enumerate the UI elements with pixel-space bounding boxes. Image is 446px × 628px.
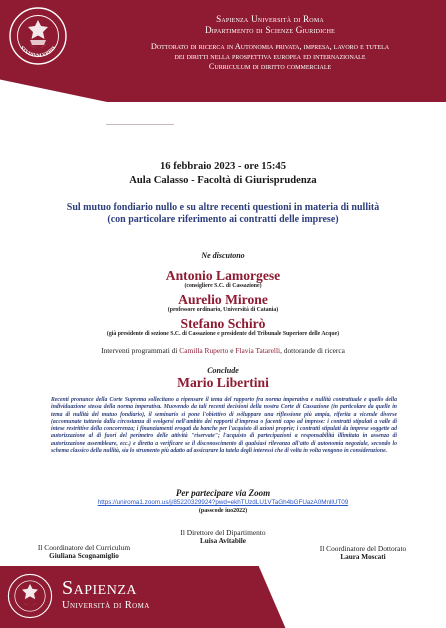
speaker-role: (consigliere S.C. di Cassazione) — [184, 283, 262, 289]
doctorate-coordinator-signature — [288, 544, 438, 562]
interventions-suffix: , dottorande di ricerca — [280, 346, 345, 355]
curriculum-coordinator-role: Il Coordinatore del Curriculum — [37, 543, 131, 552]
zoom-heading: Per partecipare via Zoom — [175, 488, 271, 498]
zoom-link[interactable]: https://uniroma1.zoom.us/j/85220329924?pwd=ekhTUzdLU1VTaGh4bGFUazA0MnllUT09 — [97, 499, 349, 506]
sapienza-logo-icon — [6, 572, 54, 620]
interventions-and: e — [230, 346, 234, 355]
speaker-name: Aurelio Mirone — [178, 292, 268, 307]
curriculum-coordinator-signature — [14, 543, 154, 561]
brand-subtitle: Università di Roma — [62, 600, 150, 611]
director-role: Il Direttore del Dipartimento — [180, 528, 266, 537]
event-venue: Aula Calasso - Facoltà di Giurisprudenza — [129, 175, 317, 186]
speaker-name: Antonio Lamorgese — [165, 268, 281, 283]
director-signature — [163, 528, 283, 546]
interventions-prefix: Interventi programmati di — [101, 346, 178, 355]
abstract-paragraph: Recenti pronunce della Corte Suprema sollecitano a ripensare il tema del rapporto fra norma imperativa e nullità contrattuale e quello della individuazione stessa della norma imperativa. Muovendo da tali recenti decisioni della nostra Corte di Cassazione (in particolare da quelle in tema di nullità del mutuo fondiario), il seminario si pone l'obiettivo di sviluppare una riflessione più ampia, riferita a vicende diverse (accomunate tuttavia dalla circostanza di svolgersi nell'ambito dei rapporti d'impresa o facenti capo ad imprese: i contratti stipulati a valle di intese restrittive della concorrenza; i finanziamenti erogati da banche per l'acquisto di azioni proprie; i contratti stipulati da imprese soggette ad autorizzazione al di fuori del perimetro delle attività "riservate"; l'acquisto di partecipazioni a responsabilità illimitata in assenza di autorizzazione assembleare, ecc.) e diretta a verificare se il disconoscimento di qualsiasi rilevanza all'atto di autonomia negoziale, secondo lo schema classico della nullità, sia lo strumento più adatto ad assicurare la tutela degli interessi che di volta in volta vengono in considerazione. — [51, 397, 397, 455]
curriculum-line: Curriculum di diritto commerciale — [208, 62, 332, 71]
discussion-heading: Ne discutono — [201, 251, 245, 260]
curriculum-coordinator-name: Giuliana Scognamiglio — [49, 552, 119, 560]
divider — [106, 124, 174, 125]
intervener-name-2: Flavia Tatarelli — [235, 346, 281, 355]
speaker-1 — [0, 268, 446, 290]
university-name: Sapienza Università di Roma — [216, 14, 324, 24]
doctorate-line-2: dei diritti nella prospettiva europea ed internazionale — [174, 52, 366, 61]
sapienza-seal-icon — [8, 6, 68, 66]
programmed-interventions — [0, 346, 446, 355]
header-title — [100, 14, 440, 35]
event-title: Sul mutuo fondiario nullo e su altre recenti questioni in materia di nullità — [66, 202, 380, 213]
doctorate-coordinator-role: Il Coordinatore del Dottorato — [319, 544, 407, 553]
speaker-role: (già presidente di sezione S.C. di Cassazione e presidente del Tribunale Superiore delle Acque) — [106, 331, 340, 337]
conclusion-speaker: Mario Libertini — [177, 375, 269, 390]
conclusion-heading: Conclude — [207, 366, 239, 375]
speaker-2 — [0, 292, 446, 314]
director-name: Luisa Avitabile — [200, 537, 246, 545]
intervener-name-1: Camilla Ruperto — [179, 346, 229, 355]
svg-text:STVDIVM VRBIS — [19, 45, 58, 59]
event-subtitle: (con particolare riferimento ai contratti delle imprese) — [107, 214, 339, 225]
speaker-name: Stefano Schirò — [180, 316, 266, 331]
seal-motto: STVDIVM VRBIS — [18, 44, 58, 60]
brand-wordmark: Sapienza — [62, 577, 138, 599]
speaker-3 — [0, 316, 446, 338]
doctorate-line-1: Dottorato di ricerca in Autonomia privata, impresa, lavoro e tutela — [150, 42, 390, 51]
zoom-passcode: (passcode iuo2022) — [198, 508, 248, 514]
speaker-role: (professore ordinario, Università di Catania) — [167, 307, 279, 313]
doctorate-coordinator-name: Laura Moscati — [340, 553, 386, 561]
header-subtitle — [100, 42, 440, 72]
department-name: Dipartimento di Scienze Giuridiche — [204, 24, 336, 35]
event-date: 16 febbraio 2023 - ore 15:45 — [159, 161, 287, 172]
